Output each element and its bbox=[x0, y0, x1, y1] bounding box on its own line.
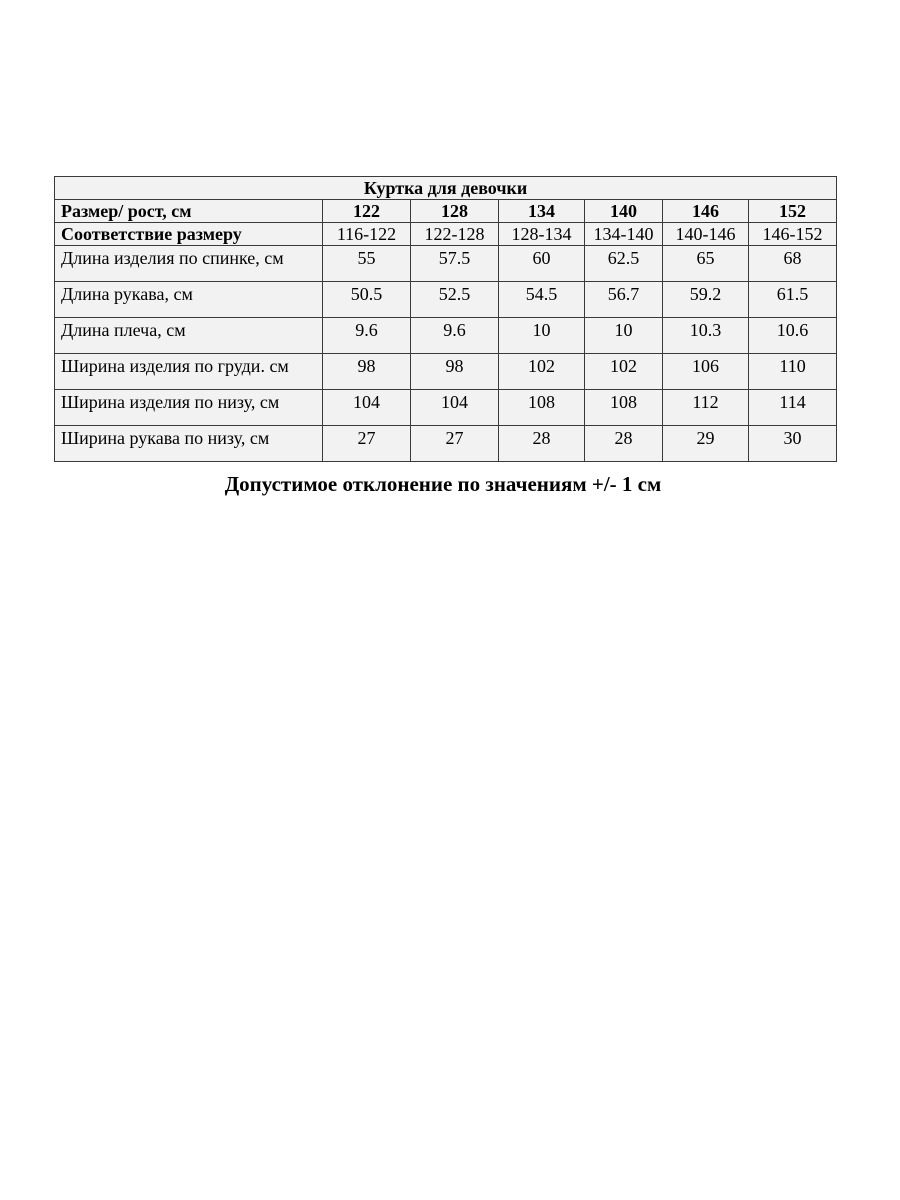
size-header-cell: 134 bbox=[499, 200, 585, 223]
measurement-cell: 98 bbox=[323, 354, 411, 390]
size-header-cell: 146 bbox=[663, 200, 749, 223]
measurement-cell: 10.3 bbox=[663, 318, 749, 354]
measurement-cell: 114 bbox=[749, 390, 837, 426]
size-chart-table bbox=[54, 176, 837, 462]
correspondence-label: Соответствие размеру bbox=[55, 223, 323, 246]
measurement-cell: 108 bbox=[585, 390, 663, 426]
measurement-cell: 98 bbox=[411, 354, 499, 390]
measurement-cell: 106 bbox=[663, 354, 749, 390]
measurement-cell: 52.5 bbox=[411, 282, 499, 318]
measurement-cell: 50.5 bbox=[323, 282, 411, 318]
measurement-cell: 30 bbox=[749, 426, 837, 462]
measurement-cell: 10 bbox=[499, 318, 585, 354]
correspondence-row bbox=[55, 223, 837, 246]
table-row bbox=[55, 354, 837, 390]
measurement-cell: 54.5 bbox=[499, 282, 585, 318]
tolerance-note: Допустимое отклонение по значениям +/- 1 см bbox=[224, 472, 662, 496]
measurement-cell: 9.6 bbox=[411, 318, 499, 354]
measurement-cell: 61.5 bbox=[749, 282, 837, 318]
row-label: Ширина изделия по низу, см bbox=[55, 390, 323, 426]
measurement-cell: 10.6 bbox=[749, 318, 837, 354]
measurement-cell: 104 bbox=[411, 390, 499, 426]
correspondence-cell: 116-122 bbox=[323, 223, 411, 246]
measurement-cell: 112 bbox=[663, 390, 749, 426]
measurement-cell: 29 bbox=[663, 426, 749, 462]
measurement-cell: 104 bbox=[323, 390, 411, 426]
table-title: Куртка для девочки bbox=[55, 177, 837, 200]
size-header-cell: 128 bbox=[411, 200, 499, 223]
table-row bbox=[55, 246, 837, 282]
correspondence-cell: 140-146 bbox=[663, 223, 749, 246]
measurement-cell: 102 bbox=[499, 354, 585, 390]
size-header-cell: 140 bbox=[585, 200, 663, 223]
table-row bbox=[55, 390, 837, 426]
measurement-cell: 110 bbox=[749, 354, 837, 390]
size-header-label: Размер/ рост, см bbox=[55, 200, 323, 223]
row-label: Длина изделия по спинке, см bbox=[55, 246, 323, 282]
row-label: Ширина рукава по низу, см bbox=[55, 426, 323, 462]
size-header-cell: 122 bbox=[323, 200, 411, 223]
table-title-row bbox=[55, 177, 837, 200]
measurement-cell: 59.2 bbox=[663, 282, 749, 318]
measurement-cell: 62.5 bbox=[585, 246, 663, 282]
row-label: Длина рукава, см bbox=[55, 282, 323, 318]
measurement-cell: 60 bbox=[499, 246, 585, 282]
correspondence-cell: 146-152 bbox=[749, 223, 837, 246]
row-label: Длина плеча, см bbox=[55, 318, 323, 354]
measurement-cell: 108 bbox=[499, 390, 585, 426]
measurement-cell: 65 bbox=[663, 246, 749, 282]
measurement-cell: 102 bbox=[585, 354, 663, 390]
size-header-cell: 152 bbox=[749, 200, 837, 223]
table-row bbox=[55, 282, 837, 318]
measurement-cell: 55 bbox=[323, 246, 411, 282]
correspondence-cell: 128-134 bbox=[499, 223, 585, 246]
measurement-cell: 28 bbox=[499, 426, 585, 462]
measurement-cell: 9.6 bbox=[323, 318, 411, 354]
measurement-cell: 28 bbox=[585, 426, 663, 462]
size-header-row bbox=[55, 200, 837, 223]
table-row bbox=[55, 426, 837, 462]
measurement-cell: 27 bbox=[411, 426, 499, 462]
measurement-cell: 57.5 bbox=[411, 246, 499, 282]
correspondence-cell: 134-140 bbox=[585, 223, 663, 246]
measurement-cell: 27 bbox=[323, 426, 411, 462]
correspondence-cell: 122-128 bbox=[411, 223, 499, 246]
measurement-cell: 68 bbox=[749, 246, 837, 282]
row-label: Ширина изделия по груди. см bbox=[55, 354, 323, 390]
table-row bbox=[55, 318, 837, 354]
measurement-cell: 10 bbox=[585, 318, 663, 354]
measurement-cell: 56.7 bbox=[585, 282, 663, 318]
